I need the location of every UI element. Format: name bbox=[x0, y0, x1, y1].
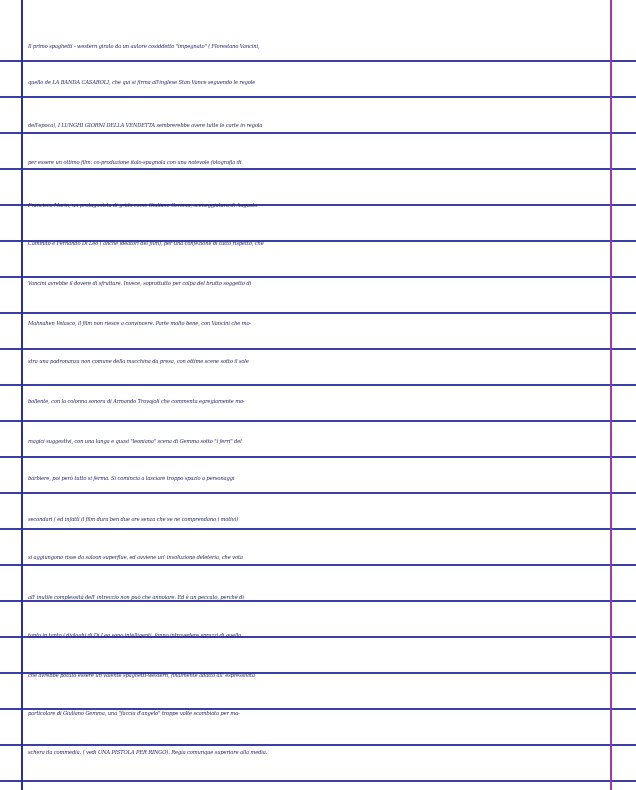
text-line: bollente, con la colonna sonora di Armando Trovajoli che commenta egregiamente mo- bbox=[28, 399, 245, 405]
text-line: per essere un ottimo film: co-produzione italo-spagnola con una notevole fotografia di bbox=[28, 160, 242, 166]
text-line: dell'epoca), I LUNGHI GIORNI DELLA VENDETTA sembrerebbe avere tutte le carte in regola bbox=[28, 123, 263, 129]
text-line: quello de LA BANDA CASAROLI, che qui si firma all'inglese Stan Vance seguendo le regole bbox=[28, 80, 256, 86]
text-line: stra una padronanza non comune della macchina da presa, con ottime scene sotto il sole bbox=[28, 359, 249, 365]
text-line: particolare di Giuliano Gemma, una "faccia d'angelo" troppe volte scambiata per ma- bbox=[28, 711, 240, 717]
text-line: all' inutile complessità dell' intreccio non può che annoiare. Ed è un peccato, perché di bbox=[28, 595, 244, 601]
text-line: barbiere, poi però tutto si ferma. Si comincia a lasciare troppo spazio a personaggi bbox=[28, 476, 235, 482]
text-line: schera da commedia. ( vedi UNA PISTOLA PER RINGO). Regia comunque superiore alla media. bbox=[28, 750, 268, 756]
text-line: Il primo spaghetti - western girato da un autore cosiddetto "impegnato" ( Florestano Vancini, bbox=[28, 44, 260, 50]
text-line: secondari ( ed infatti il film dura ben due ore senza che se ne comprendano i motivi) bbox=[28, 517, 238, 523]
text-line: Caminito e Fernando Di Leo ( anche ideatori del film), per una confezione di tutto rispetto, che bbox=[28, 241, 264, 247]
text-line: magici suggestivi, con una lunga e quasi "leoniana" scena di Gemma sotto "i ferri" del bbox=[28, 439, 242, 445]
left-margin-line bbox=[21, 0, 23, 790]
text-line: si aggiungono risse da saloon superflue, ed avviene un' involuzione deleteria, che vota bbox=[28, 555, 243, 561]
text-line: Francisco Marin, un protagonista di grido come Giuliano Gemma, sceneggiatura di Augusto bbox=[28, 203, 258, 209]
text-line: Vancini avrebbe il dovere di sfruttare. Invece, soprattutto per colpa del brutto soggetto di bbox=[28, 281, 252, 287]
right-margin-line bbox=[610, 0, 612, 790]
text-line: che avrebbe potuto essere un valente spaghetti-western, finalmente adatto all' espressività bbox=[28, 673, 255, 679]
text-line: Mahnahen Velasco, il film non riesce a convincere. Parte molto bene, con Vancini che mo- bbox=[28, 321, 252, 327]
text-line: tanto in tanto i dialoghi di Di Leo sono intelligenti, fanno intravedere sprazzi di quello bbox=[28, 633, 242, 639]
